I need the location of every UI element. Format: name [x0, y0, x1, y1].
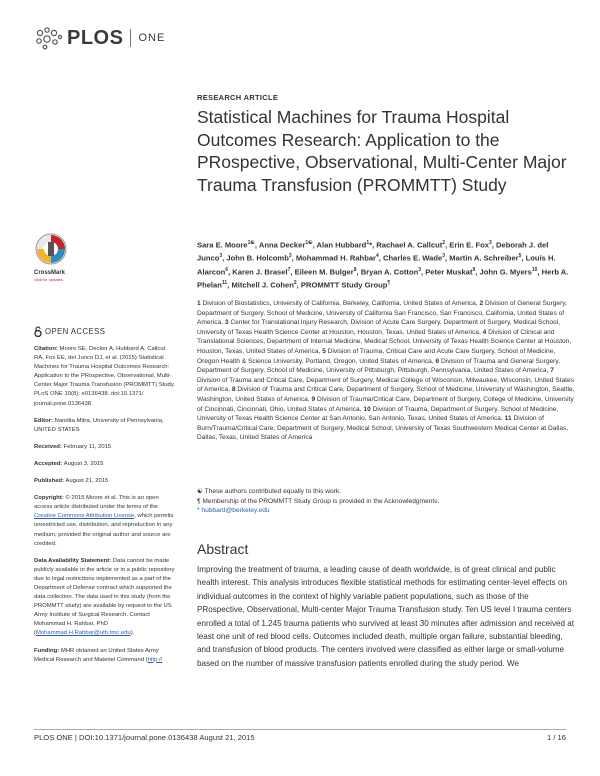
- author-affiliation-marker: ¶: [387, 279, 391, 286]
- author-name: John B. Holcomb: [226, 253, 289, 263]
- affiliation-text: Division of Trauma, Department of Surgery, School of Medicine, University of Texas Health Science Center at San Antonio, San Antonio, Texas, United States of America,: [197, 405, 559, 423]
- article-title: Statistical Machines for Trauma Hospital Outcomes Research: Application to the PRospective, Observational, Multi-Center Major Trauma Transfusion (PROMMTT) Study: [197, 107, 567, 195]
- editor-text: Nandita Mitra, University of Pennsylvania, UNITED STATES: [34, 417, 164, 433]
- data-availability-text: Data cannot be made publicly available in the article or in a public repository due to legal restrictions implemented as a part of the Department of Defense contract which supported the data collection. The data used in this study (from the PROMMTT study) are available by request to the US Army Institute of Surgical Research. Contact Mohammad H. Rahbar, PhD (: [34, 557, 175, 637]
- journal-name: ONE: [138, 32, 166, 44]
- author-name: Anna Decker: [258, 240, 306, 250]
- editor-label: Editor:: [34, 417, 53, 424]
- author-name: PROMMTT Study Group: [300, 280, 388, 290]
- author-separator: ,: [312, 240, 317, 250]
- citation-label: Citation:: [34, 346, 58, 352]
- open-access-badge: [34, 326, 176, 337]
- author-notes: [197, 487, 575, 516]
- plos-one-logo: [34, 26, 165, 50]
- copyright-block: [34, 494, 176, 549]
- author-name: Herb A. Phelan: [197, 267, 569, 290]
- funding-label: Funding:: [34, 647, 60, 654]
- author-separator: ,: [227, 280, 232, 290]
- copyright-text: © 2015 Moore et al. This is an open access article distributed under the terms of the: [34, 495, 159, 511]
- author-separator: ,: [445, 240, 450, 250]
- open-access-label: OPEN ACCESS: [45, 326, 106, 336]
- author-separator: ,: [356, 267, 361, 277]
- crossmark-sublabel: click for updates: [34, 277, 63, 282]
- author-affiliation-marker: 2: [442, 240, 446, 246]
- received-label: Received:: [34, 443, 62, 450]
- author-name: John G. Myers: [479, 267, 532, 277]
- affiliation-number: 6: [435, 357, 440, 365]
- received-date: February 11, 2015: [63, 443, 112, 450]
- affiliation-text: Division of Clinical and Translational Sciences, Department of Internal Medicine, Medical School, University of Texas Health Science Center at Houston, Houston, Texas, United States of America,: [197, 328, 572, 355]
- editor-block: [34, 417, 176, 435]
- author-name: Charles E. Wade: [383, 253, 443, 263]
- author-affiliation-marker: 3: [418, 266, 421, 273]
- author-affiliation-marker: 8: [353, 266, 357, 273]
- author-separator: ,: [228, 267, 233, 277]
- brand-name: PLOS: [67, 26, 124, 49]
- affiliation-number: 5: [322, 347, 326, 355]
- author-name: Deborah J. del Junco: [197, 240, 549, 263]
- author-separator: ,: [537, 267, 542, 277]
- study-group-note: ¶ Membership of the PROMMTT Study Group is provided in the Acknowledgments.: [197, 497, 440, 505]
- author-name: Mitchell J. Cohen: [231, 280, 294, 290]
- author-affiliation-marker: 3: [288, 253, 292, 260]
- copyright-text-post: , which permits unrestricted use, distribution, and reproduction in any medium, provided the original author and source are credited.: [34, 513, 174, 547]
- author-name: Rachael A. Callcut: [376, 240, 443, 250]
- affiliation-text: Division of Trauma and Critical Care, Department of Surgery, School of Medicine, University of Washington, Seattle, Washington, United States of America,: [197, 386, 575, 403]
- funding-link[interactable]: http://: [147, 656, 163, 663]
- author-affiliation-marker: 11: [221, 279, 228, 286]
- open-lock-icon: [34, 326, 42, 337]
- corresponding-email[interactable]: * hubbard@berkeley.edu: [197, 507, 270, 515]
- author-affiliation-marker: 1☯: [247, 240, 255, 246]
- received-block: [34, 443, 176, 452]
- license-link[interactable]: Creative Commons Attribution License: [34, 513, 135, 520]
- footer-divider: [34, 729, 566, 730]
- citation-text: Moore SE, Decker A, Hubbard A, Callcut RA, Fox EE, del Junco DJ, et al. (2015) Statistical Machines for Trauma Hospital Outcomes Research: Application to the PRospective, Observational, Multi-Center Major Trauma Transfusion (PROMMTT) Study. PLoS ONE 10(8): e0136438. doi:10.1371/ journal.pone.0136438: [34, 346, 175, 407]
- copyright-label: Copyright:: [34, 495, 64, 502]
- accepted-label: Accepted:: [34, 460, 63, 467]
- funding-text: MHR obtained an United States Army Medical Research and Materiel Command (: [34, 647, 159, 663]
- affiliation-number: 7: [550, 367, 554, 375]
- author-list: [197, 238, 572, 291]
- author-affiliation-marker: 7: [287, 266, 291, 273]
- author-name: Bryan A. Cotton: [360, 267, 419, 277]
- author-affiliation-marker: 1☯: [305, 240, 313, 246]
- affiliation-text: Division of Trauma/Critical Care, Department of Surgery, College of Medicine, University of Cincinnati, Cincinnati, Ohio, United States of America,: [197, 395, 574, 413]
- author-separator: ,: [521, 253, 526, 263]
- data-availability-block: [34, 557, 176, 639]
- author-name: Peter Muskat: [425, 267, 473, 277]
- author-separator: ,: [475, 267, 480, 277]
- author-affiliation-marker: 3: [442, 253, 446, 260]
- citation-block: [34, 345, 176, 409]
- affiliation-number: 8: [231, 386, 236, 394]
- accepted-block: [34, 460, 176, 469]
- author-affiliation-marker: 1: [366, 240, 370, 246]
- author-separator: ,: [222, 253, 227, 263]
- author-separator: ,: [491, 240, 496, 250]
- data-availability-post: ).: [130, 630, 135, 637]
- affiliation-number: 2: [479, 300, 484, 307]
- crossmark-badge[interactable]: [34, 232, 68, 282]
- author-name: Eileen M. Bulger: [294, 267, 354, 277]
- affiliations: [197, 299, 575, 443]
- affiliation-text: Center for Translational Injury Research, Division of Acute Care Surgery, Department of Surgery, Medical School, University of Texas Health Science Center at Houston, Houston, Texas, United States of America,: [197, 319, 560, 336]
- sidebar: [34, 326, 176, 673]
- author-affiliation-marker: 5: [518, 253, 522, 260]
- published-label: Published:: [34, 478, 65, 485]
- author-name: Mohammad H. Rahbar: [295, 253, 377, 263]
- crossmark-icon: [34, 232, 68, 268]
- equal-contribution-note: ☯ These authors contributed equally to this work.: [197, 488, 341, 495]
- crossmark-label: CrossMark: [34, 270, 66, 276]
- affiliation-text: Division of Biostatistics, University of California, Berkeley, California, United States of America,: [202, 300, 478, 307]
- author-separator: ,: [421, 267, 426, 277]
- published-date: August 21, 2015: [65, 478, 109, 485]
- abstract-heading: Abstract: [197, 541, 249, 557]
- plos-logo-dots-icon: [34, 26, 64, 50]
- affiliation-text: Division of Trauma and General Surgery, Department of Surgery, School of Medicine, University of Pittsburgh, Pittsburgh, Pennsylvania, United States of America,: [197, 357, 560, 375]
- author-affiliation-marker: 3: [488, 240, 492, 246]
- accepted-date: August 3, 2015: [63, 460, 104, 467]
- author-separator: ,: [378, 253, 384, 263]
- author-separator: ,: [296, 280, 301, 290]
- affiliation-number: 11: [504, 415, 512, 423]
- footer-citation: PLOS ONE | DOI:10.1371/journal.pone.0136438 August 21, 2015: [34, 733, 255, 742]
- affiliation-number: 4: [482, 328, 487, 336]
- author-affiliation-marker: 9: [472, 266, 476, 273]
- article-type: RESEARCH ARTICLE: [197, 93, 279, 102]
- affiliation-number: 3: [224, 319, 229, 327]
- author-name: Alan Hubbard: [316, 240, 367, 250]
- affiliation-number: 9: [311, 395, 316, 403]
- author-separator: *,: [369, 240, 377, 250]
- author-separator: ,: [445, 253, 450, 263]
- affiliation-text: Division of Trauma and Critical Care, Department of Surgery, Medical College of Wisconsin, Milwaukee, Wisconsin, United States of America,: [197, 376, 574, 394]
- data-availability-label: Data Availability Statement:: [34, 557, 112, 564]
- affiliation-text: Division of Burn/Trauma/Critical Care, Department of Surgery, Medical School, University of Texas Southwestern Medical Center at Dallas, Dallas, Texas, United States of America: [197, 415, 569, 442]
- author-affiliation-marker: 4: [376, 253, 379, 260]
- author-name: Erin E. Fox: [449, 240, 489, 250]
- page-number: 1 / 16: [547, 733, 566, 742]
- affiliation-number: 10: [363, 405, 371, 413]
- affiliation-text: Division of Trauma, Critical Care and Acute Care Surgery, School of Medicine, Oregon Health & Science University, Portland, Oregon, United States of America,: [197, 347, 556, 365]
- author-affiliation-marker: 3: [219, 253, 223, 260]
- author-separator: ,: [290, 267, 295, 277]
- contact-email-link[interactable]: Mohammad.H.Rahbar@uth.tmc.edu: [35, 630, 131, 637]
- author-name: Sara E. Moore: [197, 240, 248, 250]
- author-name: Karen J. Brasel: [232, 267, 288, 277]
- author-affiliation-marker: 2: [293, 279, 297, 286]
- author-separator: ,: [254, 240, 259, 250]
- author-name: Louis H. Alarcon: [197, 253, 556, 277]
- author-separator: ,: [291, 253, 296, 263]
- author-affiliation-marker: 10: [531, 266, 538, 273]
- logo-divider: [130, 29, 131, 47]
- affiliation-number: 1: [197, 300, 201, 307]
- author-name: Martin A. Schreiber: [449, 253, 519, 263]
- abstract-text: Improving the treatment of trauma, a leading cause of death worldwide, is of great clinical and public health interest. This analysis introduces flexible statistical methods for estimating center-level effects on individual outcomes in the context of highly variable patient populations, such as those of the PRospective, Observational, Multi-center Major Trauma Transfusion study. Ten US level I trauma centers enrolled a total of 1,245 trauma patients who survived at least 30 minutes after admission and received at least one unit of red blood cells. Outcomes included death, multiple organ failure, substantial bleeding, and transfusion of blood products. The centers involved were classified as either large or small-volume based on the number of massive transfusion patients enrolled during the study period. We: [197, 565, 575, 668]
- published-block: [34, 477, 176, 486]
- funding-block: [34, 647, 176, 665]
- author-affiliation-marker: 6: [225, 266, 229, 273]
- affiliation-text: Division of General Surgery, Department of Surgery, School of Medicine, University of California San Francisco, San Francisco, California, United States of America,: [197, 300, 567, 327]
